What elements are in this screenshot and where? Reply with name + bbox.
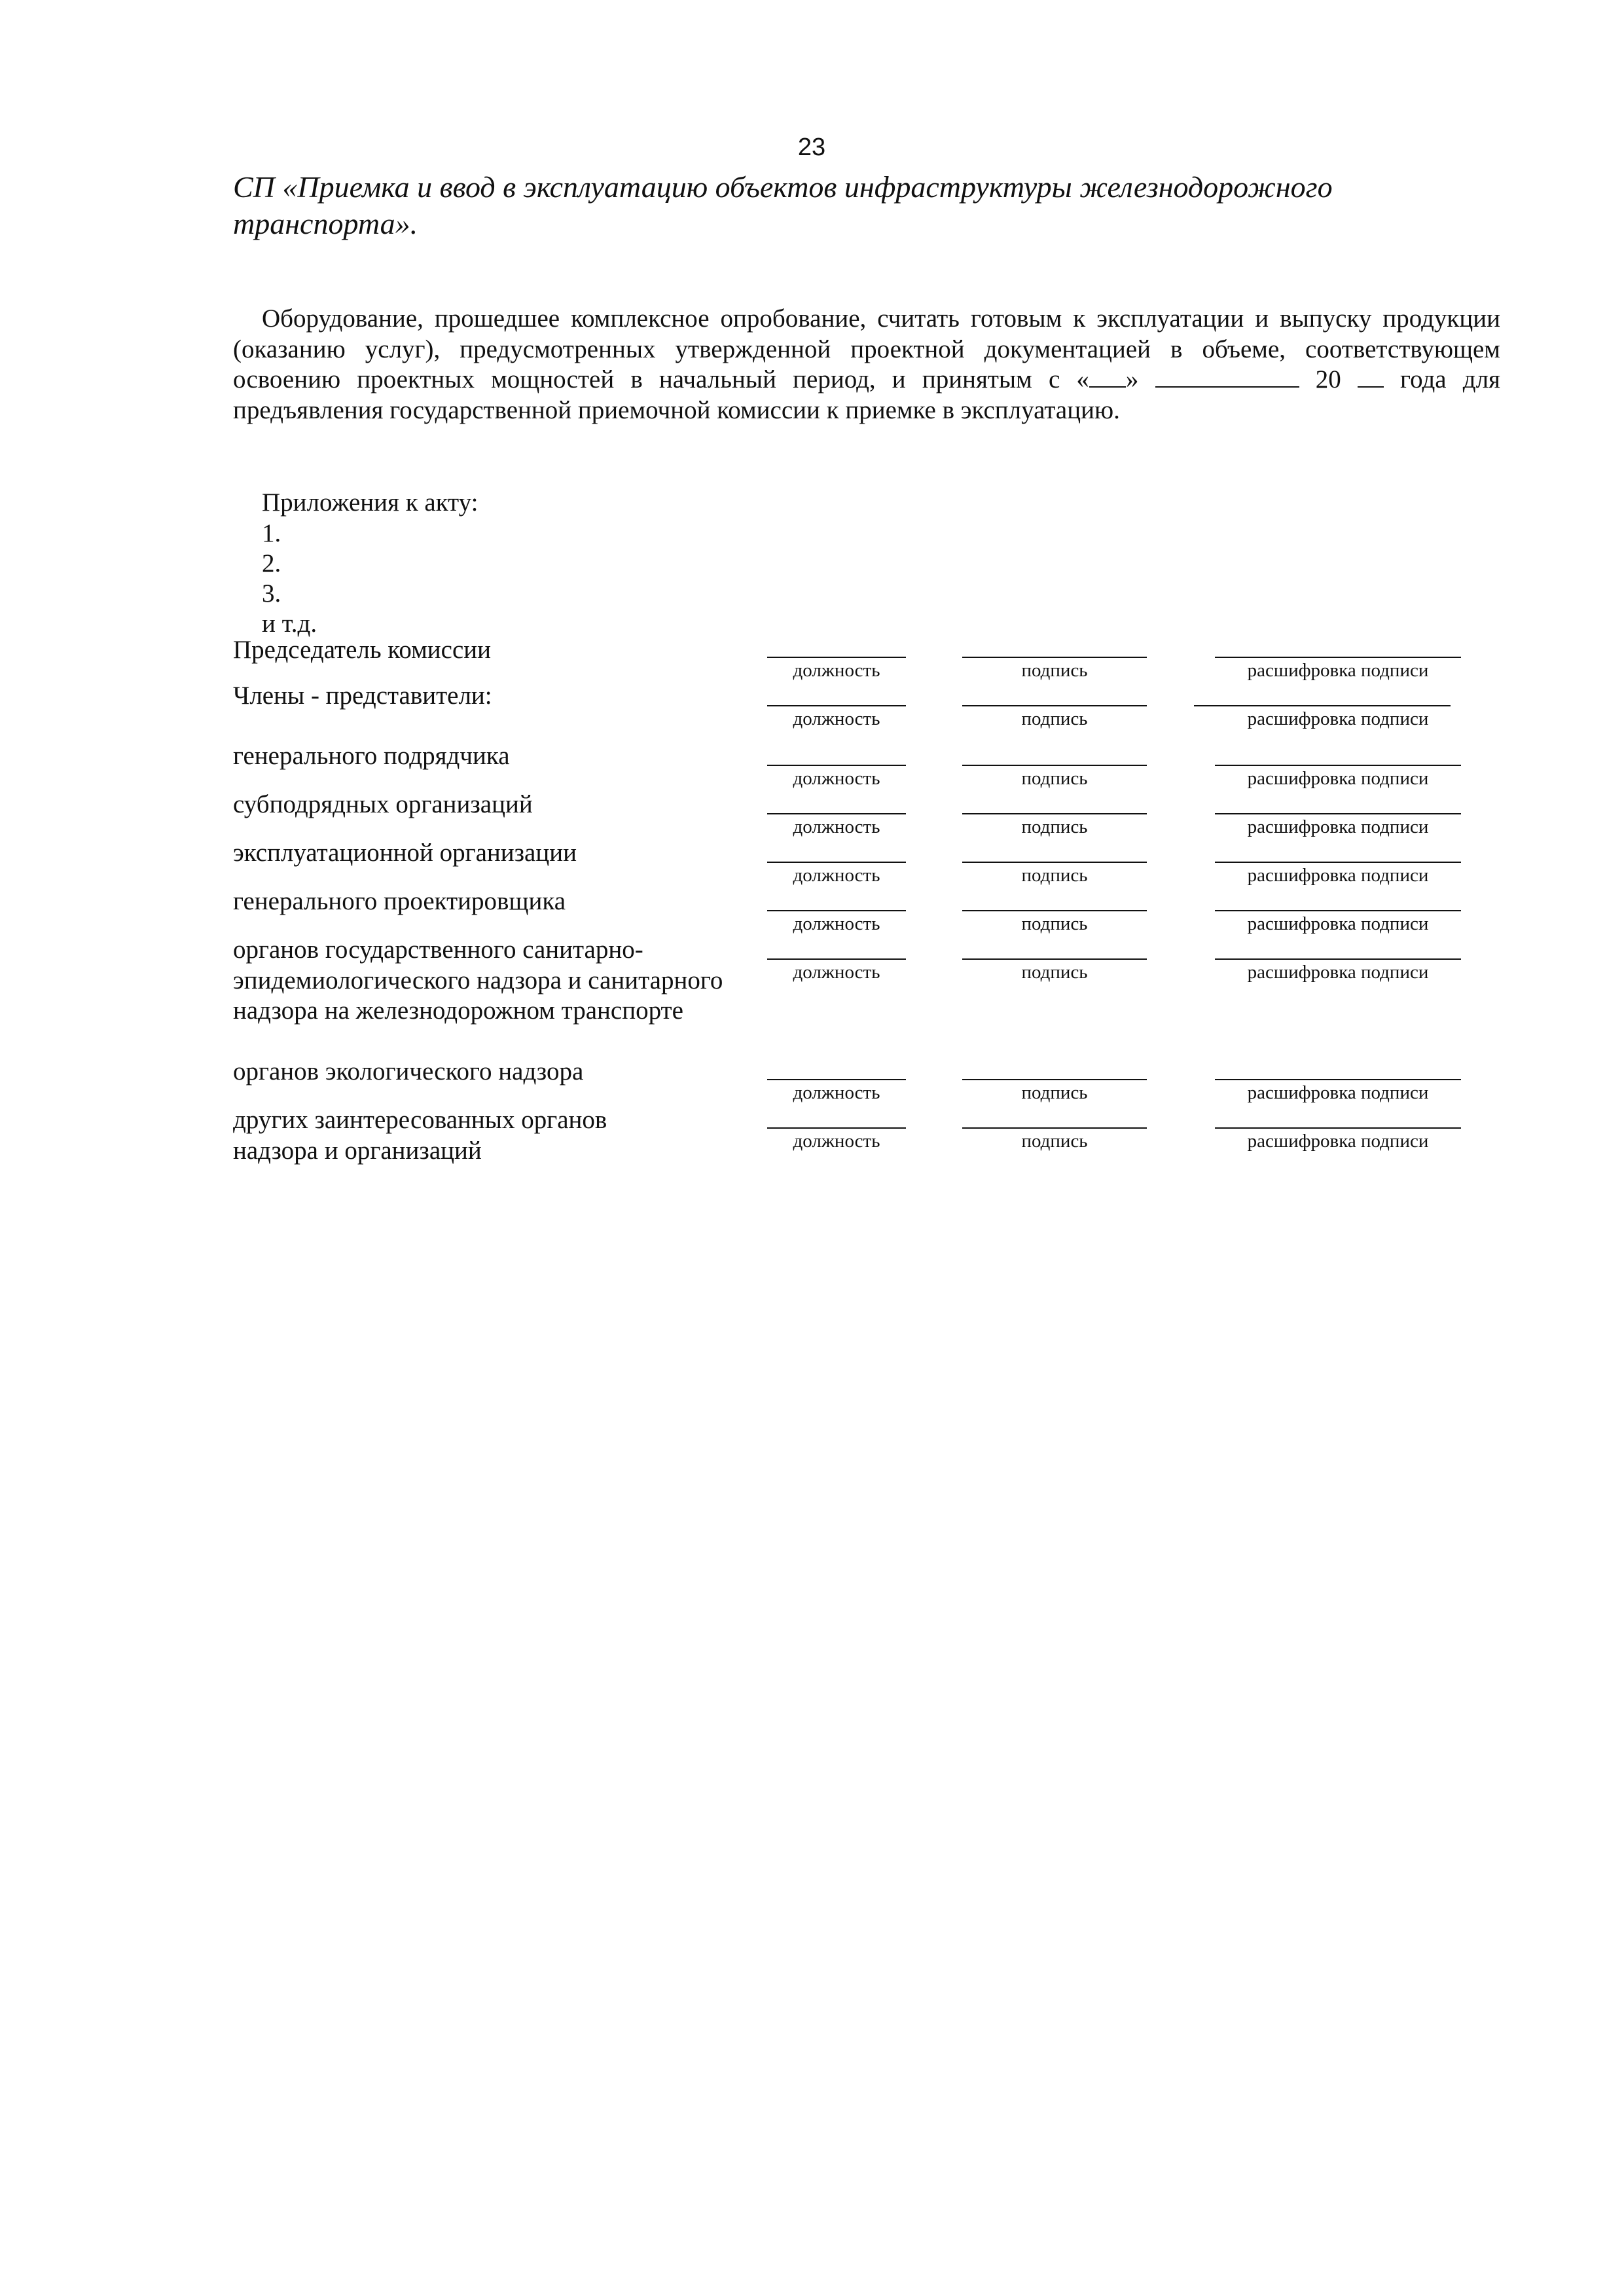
position-line (767, 705, 906, 706)
signature-caption: подпись (1021, 962, 1088, 983)
position-caption: должность (793, 913, 880, 934)
signatory-label-other-organizations: других заинтересованных органов надзора и организаций (233, 1106, 607, 1165)
signatory-label-general-contractor: генерального подрядчика (233, 742, 510, 770)
position-line (767, 862, 906, 863)
attachment-item: и т.д. (262, 610, 317, 638)
decode-line (1215, 657, 1461, 658)
decode-line (1215, 765, 1461, 766)
signature-caption: подпись (1021, 865, 1088, 886)
position-caption: должность (793, 1131, 880, 1152)
signature-caption: подпись (1021, 768, 1088, 789)
signature-caption: подпись (1021, 708, 1088, 729)
decode-caption: расшифровка подписи (1247, 865, 1429, 886)
body-paragraph (233, 304, 1500, 426)
paragraph-text-3: 20 (1299, 365, 1358, 393)
position-caption: должность (793, 1082, 880, 1103)
position-line (767, 657, 906, 658)
decode-caption: расшифровка подписи (1247, 962, 1429, 983)
decode-caption: расшифровка подписи (1247, 660, 1429, 681)
month-blank (1155, 386, 1299, 388)
signatory-label-operating-org: эксплуатационной организации (233, 839, 577, 867)
signature-line (962, 765, 1147, 766)
attachments-title: Приложения к акту: (262, 488, 478, 517)
decode-line (1215, 862, 1461, 863)
position-caption: должность (793, 708, 880, 729)
decode-caption: расшифровка подписи (1247, 913, 1429, 934)
decode-line (1215, 958, 1461, 960)
signature-line (962, 910, 1147, 911)
signatory-label-members: Члены - представители: (233, 682, 492, 710)
paragraph-text-2: » (1125, 365, 1155, 393)
signature-line (962, 862, 1147, 863)
decode-line (1215, 813, 1461, 814)
position-line (767, 765, 906, 766)
signature-line (962, 657, 1147, 658)
signatory-label-subcontractors: субподрядных организаций (233, 790, 533, 818)
signatory-label-ecological-supervision: органов экологического надзора (233, 1057, 584, 1085)
document-title: СП «Приемка и ввод в эксплуатацию объектов инфраструктуры железнодорожного транспорта». (233, 170, 1333, 240)
signature-line (962, 1079, 1147, 1080)
attachment-item: 1. (262, 519, 281, 547)
decode-caption: расшифровка подписи (1247, 816, 1429, 837)
position-line (767, 910, 906, 911)
signatory-label-chairman: Председатель комиссии (233, 636, 492, 664)
position-caption: должность (793, 768, 880, 789)
position-caption: должность (793, 816, 880, 837)
signature-caption: подпись (1021, 1082, 1088, 1103)
signatory-label-general-designer: генерального проектировщика (233, 887, 566, 915)
position-line (767, 1079, 906, 1080)
signature-line (962, 1127, 1147, 1129)
signature-line (962, 958, 1147, 960)
position-line (767, 958, 906, 960)
page-number: 23 (797, 134, 826, 161)
year-blank (1358, 386, 1384, 388)
attachment-item: 3. (262, 579, 281, 608)
paragraph-text-4: года для предъявления государственной приемочной комиссии к приемке в эксплуатацию. (233, 365, 1500, 424)
position-line (767, 1127, 906, 1129)
paragraph-text-1: Оборудование, прошедшее комплексное опробование, считать готовым к эксплуатации и выпуску продукции (оказанию услуг), предусмотренных утвержденной проектной документацией в объеме, соответствующем освоению проектных мощностей в начальный период, и принятым с « (233, 304, 1500, 393)
signature-caption: подпись (1021, 913, 1088, 934)
decode-caption: расшифровка подписи (1247, 1082, 1429, 1103)
position-caption: должность (793, 865, 880, 886)
decode-caption: расшифровка подписи (1247, 1131, 1429, 1152)
day-blank (1089, 386, 1126, 388)
decode-line (1215, 1079, 1461, 1080)
signatory-label-sanitary-supervision: органов государственного санитарно-эпидемиологического надзора и санитарного надзора на железнодорожном транспорте (233, 936, 723, 1025)
signature-line (962, 705, 1147, 706)
signature-caption: подпись (1021, 816, 1088, 837)
decode-line (1215, 1127, 1461, 1129)
signature-caption: подпись (1021, 660, 1088, 681)
decode-caption: расшифровка подписи (1247, 708, 1429, 729)
position-caption: должность (793, 962, 880, 983)
signature-line (962, 813, 1147, 814)
signature-caption: подпись (1021, 1131, 1088, 1152)
position-line (767, 813, 906, 814)
decode-caption: расшифровка подписи (1247, 768, 1429, 789)
decode-line (1194, 705, 1451, 706)
position-caption: должность (793, 660, 880, 681)
attachment-item: 2. (262, 549, 281, 577)
decode-line (1215, 910, 1461, 911)
